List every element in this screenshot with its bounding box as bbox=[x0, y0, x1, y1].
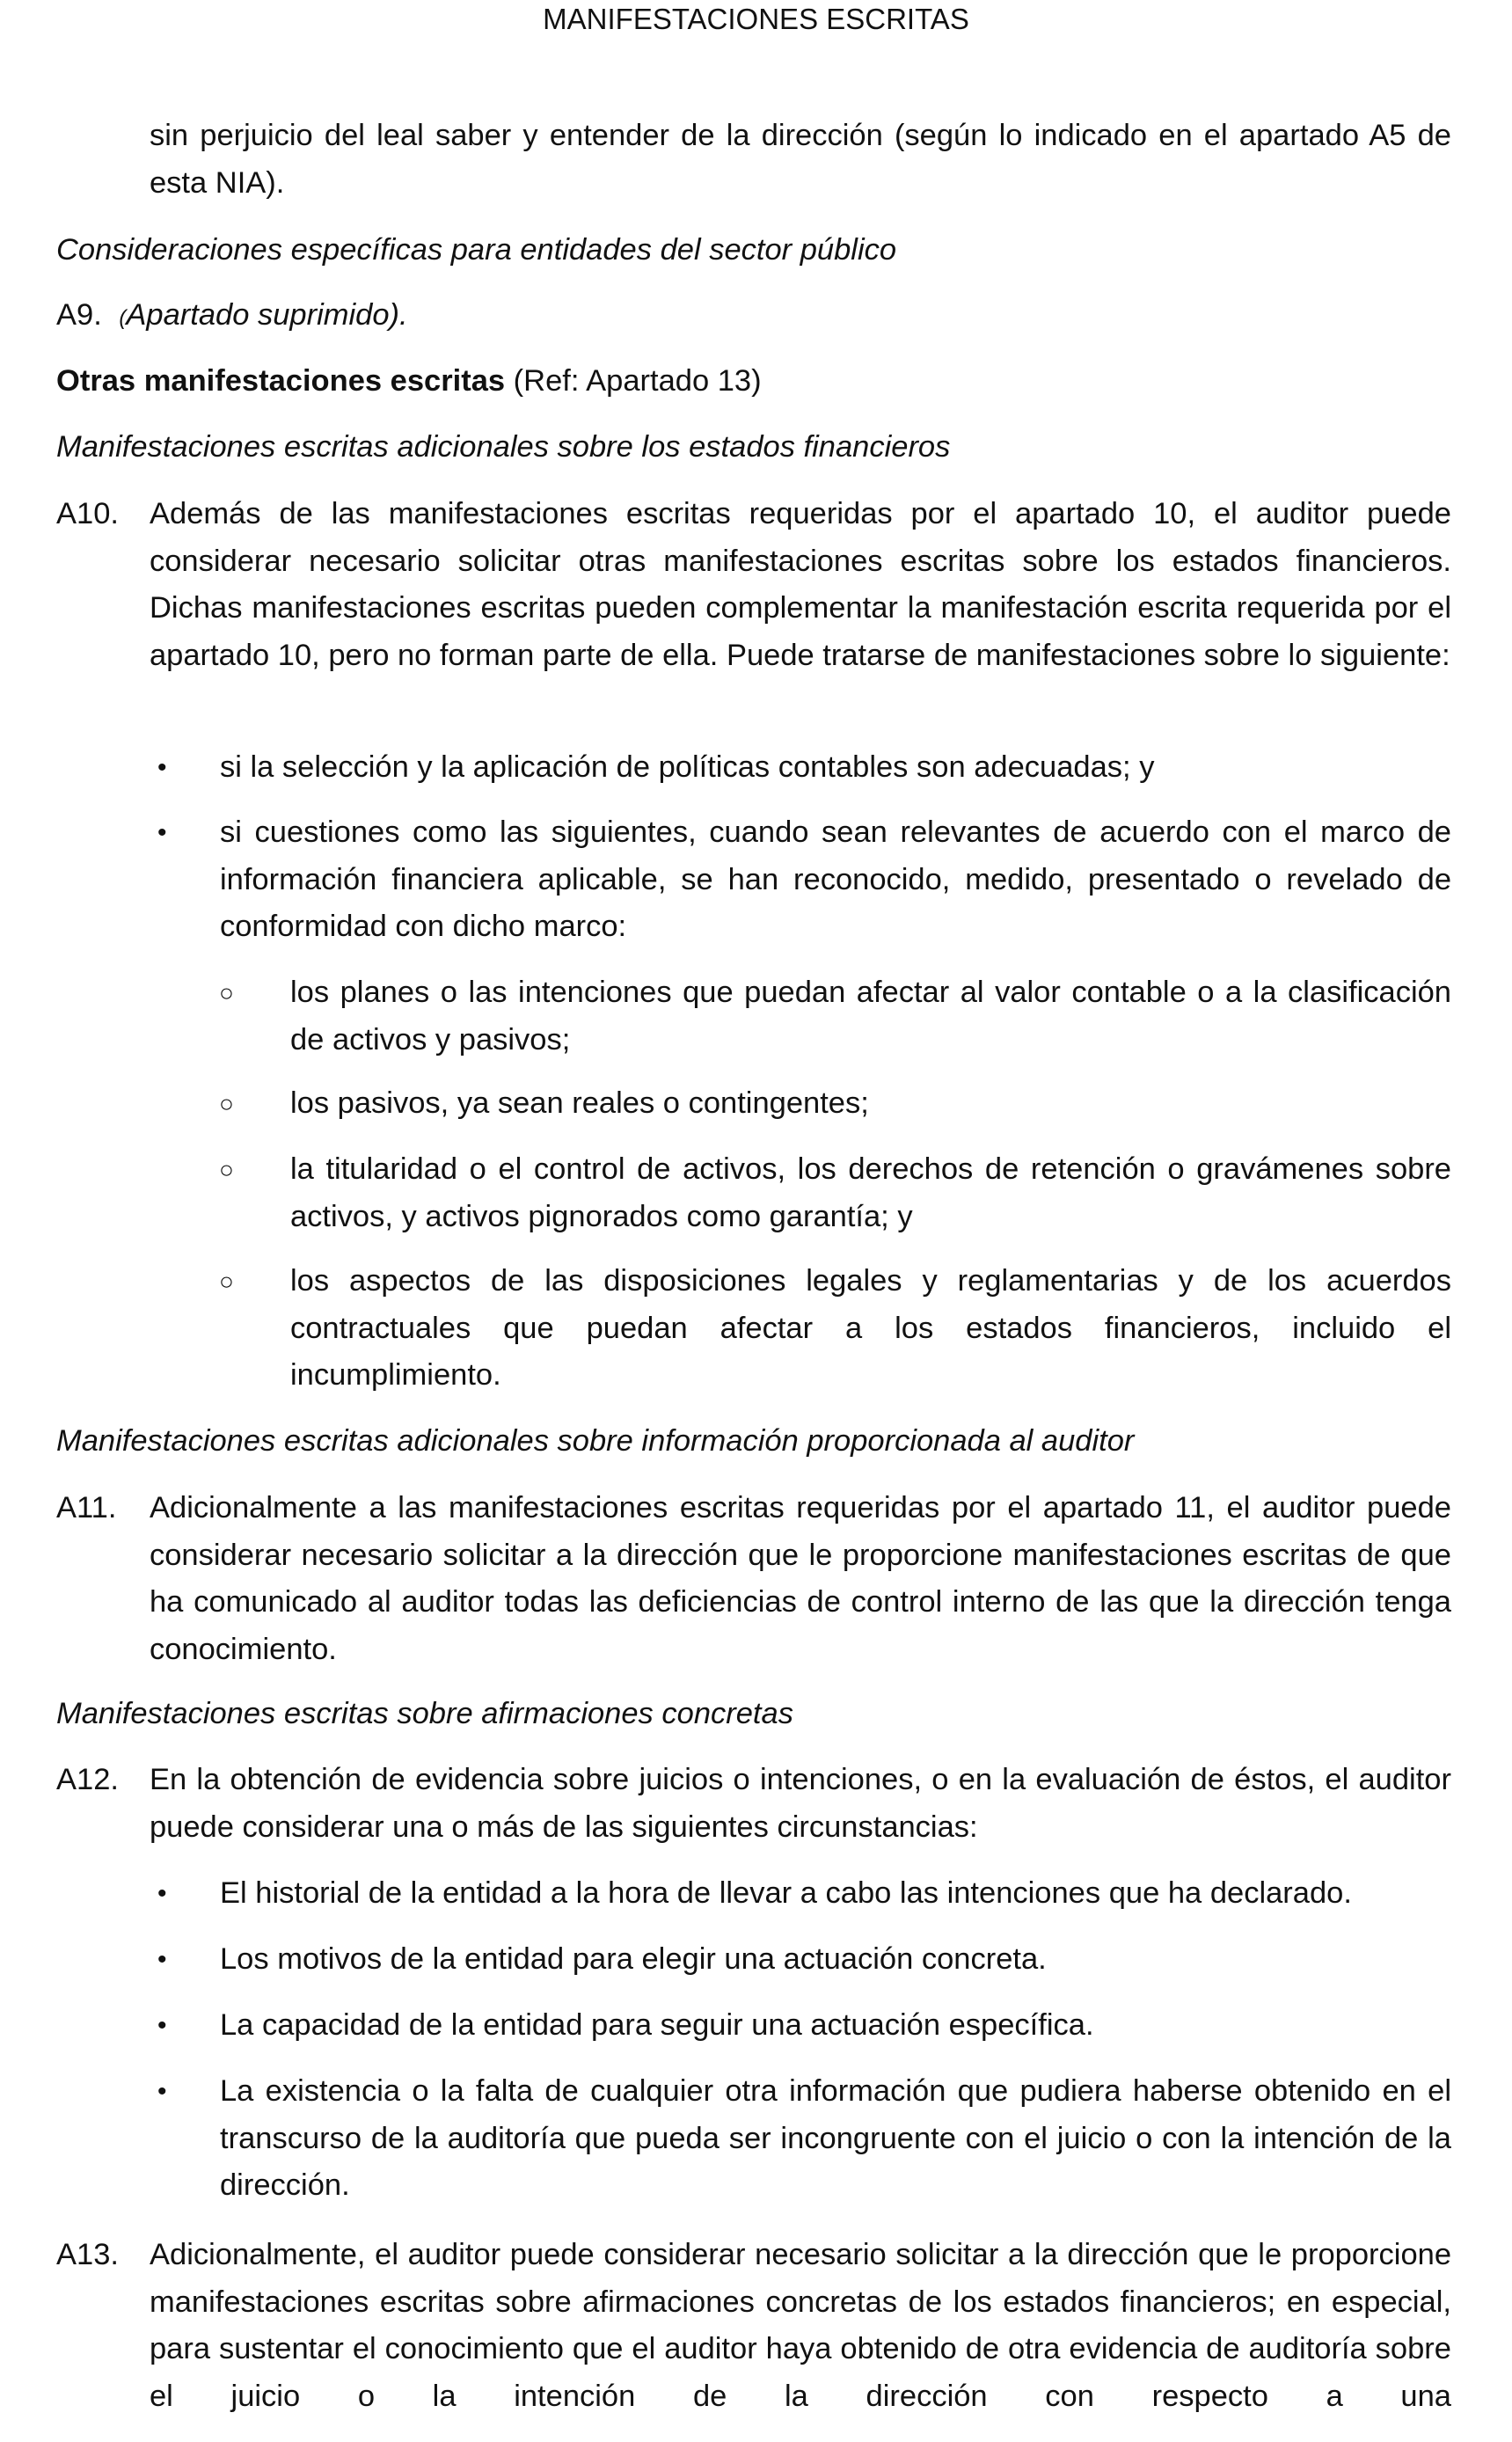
paragraph-a13-text: Adicionalmente, el auditor puede considerar necesario solicitar a la dirección que le proporcione manifestaciones escritas sobre afirmaciones concretas de los estados financieros; en especial, para sustentar el conocimiento que el auditor haya obtenido de otra evidencia de auditoría sobre el juicio o la intención de la dirección con respecto a una bbox=[150, 2238, 1451, 2413]
list-item: si la selección y la aplicación de políticas contables son adecuadas; y bbox=[220, 750, 1155, 784]
bullet-marker: • bbox=[157, 2077, 167, 2106]
paragraph-number: A9. bbox=[56, 298, 102, 332]
subsection-heading-assertions: Manifestaciones escritas sobre afirmaciones concretas bbox=[56, 1697, 793, 1730]
sub-bullet-marker: ○ bbox=[219, 1156, 234, 1183]
paragraph-a9-text: Apartado suprimido). bbox=[126, 298, 408, 332]
sub-bullet-marker: ○ bbox=[219, 1090, 234, 1117]
subsection-heading-info: Manifestaciones escritas adicionales sobre información proporcionada al auditor bbox=[56, 1424, 1135, 1458]
sub-list-item: los aspectos de las disposiciones legales y reglamentarias y de los acuerdos contractuales que puedan afectar a los estados financieros, incluido el incumplimiento. bbox=[290, 1264, 1451, 1392]
paragraph-a12-text: En la obtención de evidencia sobre juicios o intenciones, o en la evaluación de éstos, el auditor puede considerar una o más de las siguientes circunstancias: bbox=[150, 1763, 1451, 1844]
running-header: MANIFESTACIONES ESCRITAS bbox=[543, 3, 969, 35]
list-item: La capacidad de la entidad para seguir una actuación específica. bbox=[220, 2008, 1094, 2042]
paragraph-a9 bbox=[56, 292, 1451, 342]
section-heading-other bbox=[56, 358, 1451, 406]
list-item: La existencia o la falta de cualquier otra información que pudiera haberse obtenido en el transcurso de la auditoría que pueda ser incongruente con el juicio o con la intención de la dirección. bbox=[220, 2074, 1451, 2202]
bullet-marker: • bbox=[157, 818, 167, 847]
paragraph-number: A12. bbox=[56, 1763, 119, 1796]
sub-list-item: la titularidad o el control de activos, los derechos de retención o gravámenes sobre activos, y activos pignorados como garantía; y bbox=[290, 1152, 1451, 1233]
subsection-heading-financial: Manifestaciones escritas adicionales sobre los estados financieros bbox=[56, 430, 951, 464]
paragraph-number: A13. bbox=[56, 2238, 119, 2271]
bullet-marker: • bbox=[157, 2011, 167, 2040]
section-heading-title: Otras manifestaciones escritas bbox=[56, 364, 506, 398]
section-heading-public-sector: Consideraciones específicas para entidades del sector público bbox=[56, 233, 897, 267]
list-item: si cuestiones como las siguientes, cuando sean relevantes de acuerdo con el marco de información financiera aplicable, se han reconocido, medido, presentado o revelado de conformidad con dicho marco: bbox=[220, 815, 1451, 943]
list-item: Los motivos de la entidad para elegir una actuación concreta. bbox=[220, 1942, 1047, 1976]
paragraph-a10-text: Además de las manifestaciones escritas requeridas por el apartado 10, el auditor puede considerar necesario solicitar otras manifestaciones escritas sobre los estados financieros. Dichas manifestaciones escritas pueden complementar la manifestación escrita requerida por el apartado 10, pero no forman parte de ella. Puede tratarse de manifestaciones sobre lo siguiente: bbox=[150, 497, 1451, 672]
sub-list-item: los pasivos, ya sean reales o contingentes; bbox=[290, 1086, 869, 1120]
sub-bullet-marker: ○ bbox=[219, 979, 234, 1006]
paragraph-continuation: sin perjuicio del leal saber y entender de la dirección (según lo indicado en el apartado A5 de esta NIA). bbox=[150, 119, 1451, 200]
paragraph-number: A10. bbox=[56, 497, 119, 530]
paragraph-number: A11. bbox=[56, 1491, 117, 1524]
bullet-marker: • bbox=[157, 753, 167, 782]
bullet-marker: • bbox=[157, 1945, 167, 1974]
paren-mark: ( bbox=[119, 306, 127, 330]
sub-list-item: los planes o las intenciones que puedan afectar al valor contable o a la clasificación de activos y pasivos; bbox=[290, 976, 1451, 1056]
bullet-marker: • bbox=[157, 1879, 167, 1908]
list-item: El historial de la entidad a la hora de llevar a cabo las intenciones que ha declarado. bbox=[220, 1876, 1352, 1910]
section-heading-ref: (Ref: Apartado 13) bbox=[505, 364, 762, 398]
sub-bullet-marker: ○ bbox=[219, 1268, 234, 1295]
paragraph-a11-text: Adicionalmente a las manifestaciones escritas requeridas por el apartado 11, el auditor puede considerar necesario solicitar a la dirección que le proporcione manifestaciones escritas de que ha comunicado al auditor todas las deficiencias de control interno de las que la dirección tenga conocimiento. bbox=[150, 1491, 1451, 1666]
